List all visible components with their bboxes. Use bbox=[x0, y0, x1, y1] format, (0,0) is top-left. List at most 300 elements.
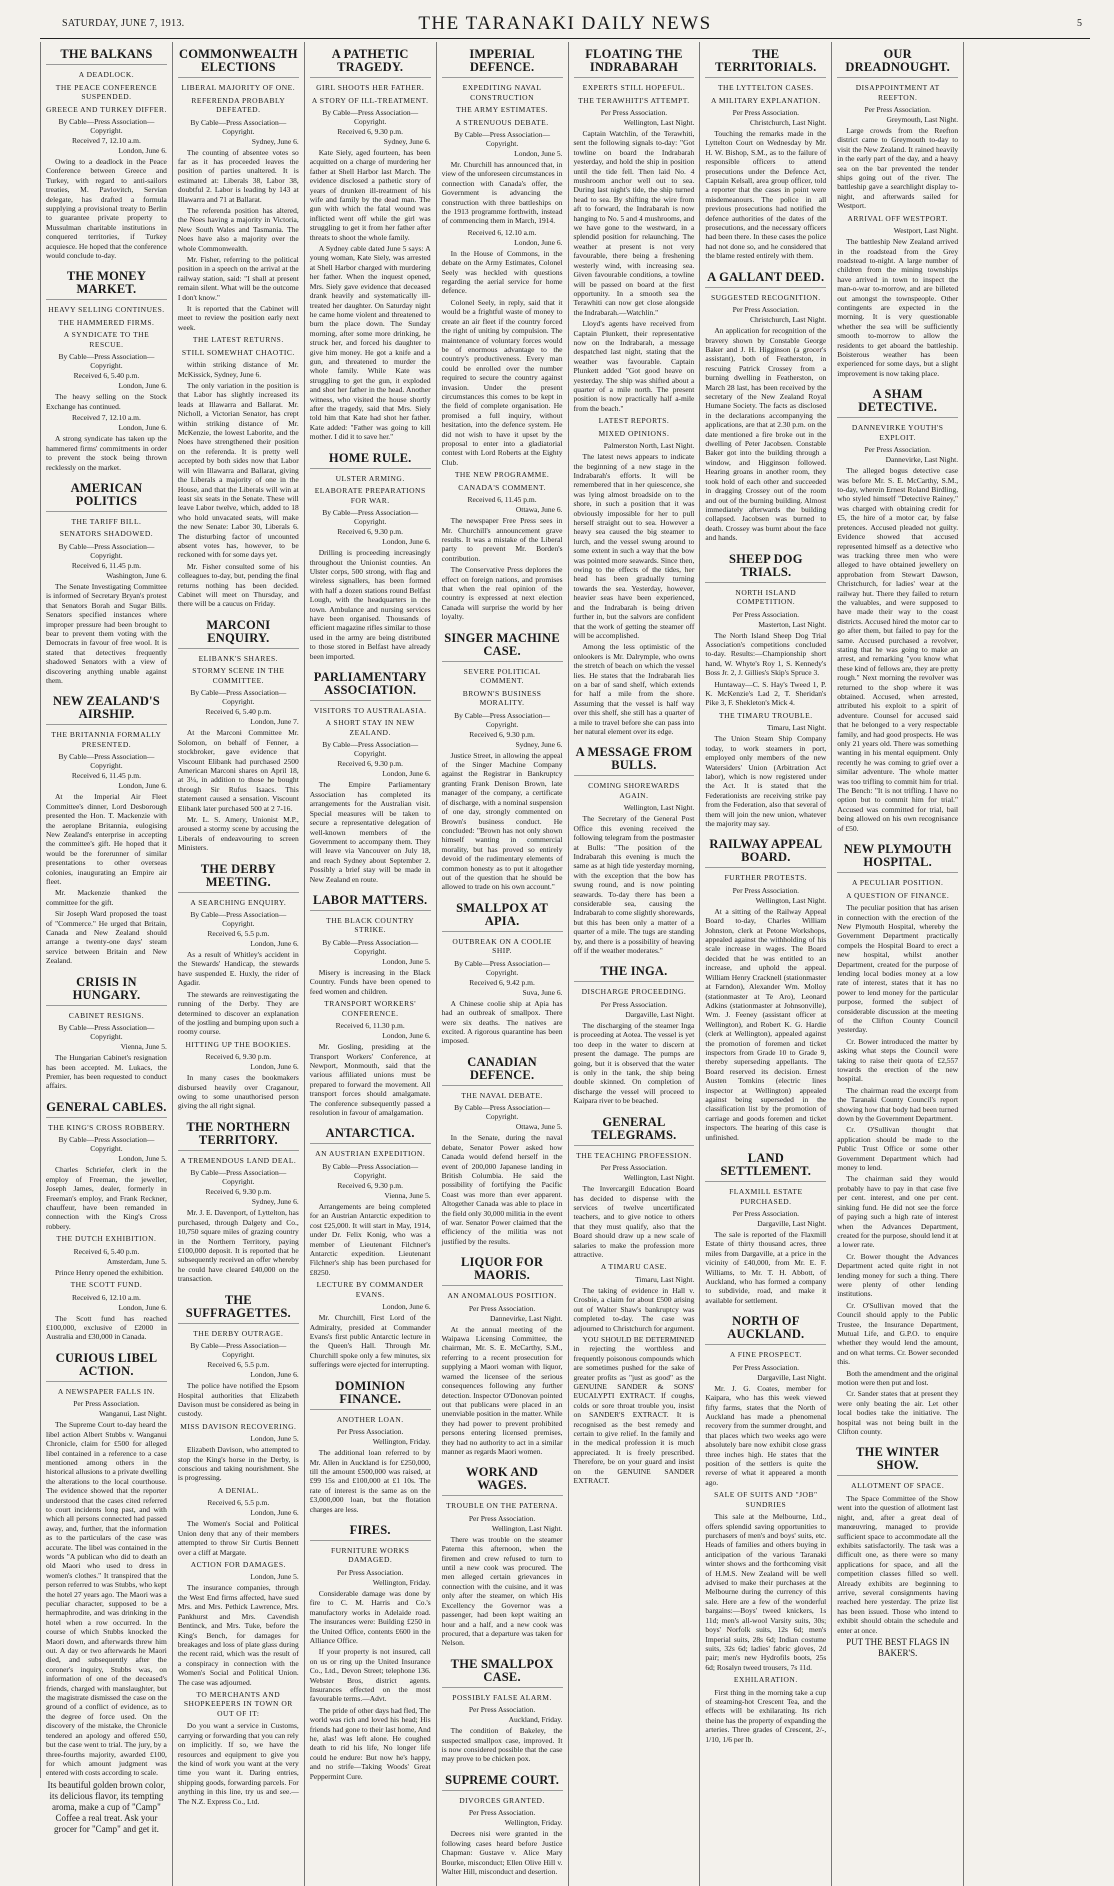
article bbox=[310, 452, 431, 661]
dateline: Wellington, Last Night. bbox=[491, 1523, 563, 1533]
paragraph: within striking distance of Mr. McKissick, Sydney, June 6. bbox=[177, 360, 299, 379]
credit-line: By Cable—Press Association—Copyright. bbox=[190, 1341, 287, 1360]
subheading: REFERENDA PROBABLY DEFEATED. bbox=[191, 95, 286, 114]
subheading: DANNEVIRKE YOUTH'S EXPLOIT. bbox=[851, 423, 944, 442]
paragraph: As a result of Whitley's accident in the Stewards' Handicap, the stewards have suspended E. Huxly, the rider of Agadir. bbox=[177, 950, 299, 988]
paragraph: Colonel Seely, in reply, said that it would be a frightful waste of money to create an air fleet if the country forced the right of uniting by compulsion. The maintenance of voluntary forces would be of enormous advantage to the country's productiveness. Every man could be enrolled over the number required to secure the country against invasion. Under the present circumstances this comes to be kept in the field of complete organisation. He promised a full inquiry, without hesitation, into the defence system. He did not wish to have it upset by the proposal to enter into a gladiatorial contest with Lord Roberts at the Eighty Club. bbox=[441, 297, 563, 467]
paragraph: Charles Schriefer, clerk in the employ of Freeman, the jeweller, Joseph James, dealer, formerly in Freeman's employ, and Frank Reckner, chauffeur, have been remanded in connection with the King's Cross robbery. bbox=[46, 1165, 167, 1231]
subheading: DISCHARGE PROCEEDING. bbox=[581, 987, 687, 997]
article bbox=[46, 1352, 167, 1835]
article bbox=[705, 48, 826, 261]
subheading: EXPERTS STILL HOPEFUL. bbox=[582, 83, 686, 92]
dateline: London, June 6. bbox=[118, 423, 167, 433]
paragraph: In the House of Commons, in the debate on the Army Estimates, Colonel Seely was heckled with questions regarding the aerial service for home defence. bbox=[441, 248, 563, 296]
article bbox=[442, 1256, 563, 1456]
paragraph: The chairman said they would probably have to pay in that case five per cent. interest, and one per cent. sinking fund. He did not see the force of paying such a high rate of interest when the Advances Department, created for the purpose, should lend it at a lower rate. bbox=[837, 1174, 959, 1250]
paragraph: The only variation in the position is that Labor has slightly increased its leads at Illawarra and Ballarat. Mr. Nicholl, a Victorian Senator, has crept within striking distance of Mr. McKenzie, the lowest Laborite, and the Noes have strengthened their position on the referenda. It is pretty well accepted by both sides now that Labor will win Illawarra and Ballarat, giving the Liberals a majority of one in the House, and that the Liberals will win at least six seats in the Senate. These will leave Labor twelve, which, added to 18 who hold unvacated seats, will make the new Senate: Labor 30, Liberals 6. The disturbing factor of uncounted absent votes has, however, to be reckoned with for some days yet. bbox=[177, 381, 299, 560]
subheading: THE ARMY ESTIMATES. bbox=[456, 105, 549, 114]
article bbox=[837, 1446, 958, 1659]
paragraph: A Sydney cable dated June 5 says: A young woman, Kate Siely, was arrested at Shell Harbor charged with murdering her father. When the inquest opened, Mrs. Siely gave evidence that deceased drank heavily and systematically ill-treated her daughter. On Saturday night he came home violent and threatened to burn the place down. The Sunday morning, after some more drinking, he struck her, and forced his daughter to give him money. He got a knife and a gun, and threatened to murder the whole family. While Kate was struggling to get the gun, it exploded and shot her father in the head. Another witness, who visited the house shortly after the tragedy, said that Mrs. Siely told him that Kate had shot her father. Kate added: "Father was going to kill mother. I did it to save her." bbox=[309, 244, 431, 442]
paragraph: The discharging of the steamer Inga is proceeding at Aotea. The vessel is yet too deep in the water to discern at present the damage. The pumps are going, but it is observed that the water is only in the tank, the ship being double skinned. On completion of discharge the vessel will proceed to Kaipara river to be beached. bbox=[573, 1020, 695, 1106]
paragraph: There was trouble on the steamer Paterna this afternoon, when the firemen and crew refused to turn to until a new cook was procured. The men alleged certain grievances in connection with the cuisine, and it was only after the steamer, on which His Excellency the Governor was a passenger, had been kept waiting an hour and a half, and a new cook was procured, that a departure was taken for Nelson. bbox=[441, 1534, 563, 1648]
received-line: Received 6, 11.45 p.m. bbox=[71, 771, 141, 781]
received-line: Received 6, 9.30 p.m. bbox=[205, 1187, 272, 1197]
paragraph: Both the amendment and the original motion were then put and lost. bbox=[837, 1368, 959, 1387]
paragraph: The alleged bogus detective case was before Mr. S. E. McCarthy, S.M., to-day, wherein Ernest Roland Birdling, who styled himself "Detective Rainey," was charged with obtaining credit for £5, the hire of a motor car, by false pretences. Accused pleaded not guilty. Evidence showed that accused represented himself as a detective who was tracking three men who were alleged to have obtained jewellery on approbation from Stewart Dawson, Christchurch, for ladies' wear at the railway hut. There they failed to return the valuables, and were supposed to have made their way to the coast districts. Accused hired the motor car to go after them, but failed to pay for the same. Accused purchased a revolver, stating that he was going to make an arrest, and remarking "you know what these kind of fellows are, they are pretty rough." Next morning the revolver was returned to the shop where it was obtained. Accused, when arrested, attributed his exploit to a spirit of adventure. Counsel for accused said that he belonged to a very respectable family, and had good prospects. He was only 21 years old. There was something wanting in his mental equipment. Only recently he was coming to grief over a similar adventure. The whole matter was too trifling to commit him for trial. The Bench: "It is not trifling. I have no option but to commit him for trial." Accused was committed for trial, bail being allowed on his own recognisance of £50. bbox=[837, 466, 959, 833]
paragraph: The North Island Sheep Dog Trial Association's competitions concluded to-day. Results:—Championship short hand, W. Whyte's Roy 1, S. Kennedy's Boss Jr. 2, J. Gillies's Skip's Spruce 3. bbox=[705, 630, 827, 678]
column-7 bbox=[832, 42, 964, 1886]
paragraph: The insurance companies, through the West End firms affected, have sued Mrs. and Mrs. Pethick Lawrence, Mrs. Pankhurst and Mrs. Cavendish Bentinck, and Mrs. Tuke, before the King's Bench, for damages for breakages and loss of plate glass during the recent raid, which was the result of a conspiracy in connection with the Women's Social and Political Union. The case was adjourned. bbox=[177, 1583, 299, 1687]
article bbox=[574, 965, 695, 1105]
paragraph: Elizabeth Davison, who attempted to stop the King's horse in the Derby, is conscious and taking nourishment. She is progressing. bbox=[177, 1445, 299, 1483]
received-line: Received 6, 5.40 p.m. bbox=[205, 707, 272, 717]
paragraph: The sale is reported of the Flaxmill Estate of thirty thousand acres, three miles from Dargaville, at a price in the vicinity of £40,000, from Mr. E. F. Williams, to Mr. T. H. Abbott, of Auckland, who has formed a company to subdivide, road, and make it available for settlement. bbox=[705, 1230, 827, 1305]
paragraph: Justice Street, in allowing the appeal of the Singer Machine Company against the Registrar in Bankruptcy granting Frank Denison Brown, late manager of the company, a certificate of discharge, with a nominal suspension of one day, strongly commented on Brown's business conduct. He concluded: "Brown has not only shown himself wanting in commercial morality, but has proved so entirely devoid of the rudimentary elements of common honesty as to put it altogether out of the question that he should be allowed to trade on his own account." bbox=[441, 750, 563, 892]
article bbox=[705, 553, 826, 829]
headline: NEW PLYMOUTH HOSPITAL. bbox=[837, 843, 958, 873]
subheading: A SYNDICATE TO THE RESCUE. bbox=[63, 330, 150, 349]
dateline: London, June 6. bbox=[118, 1302, 167, 1312]
credit-line: Per Press Association. bbox=[468, 1303, 536, 1313]
credit-line: Per Press Association. bbox=[864, 105, 931, 114]
subheading: CABINET RESIGNS. bbox=[68, 1010, 145, 1020]
column-1 bbox=[41, 42, 173, 1886]
paragraph: The police have notified the Epsom Hospital authorities that Elizabeth Davison must be considered as being in custody. bbox=[177, 1381, 299, 1419]
subheading: ACTION FOR DAMAGES. bbox=[190, 1559, 286, 1569]
received-line: Received 6, 9.30 p.m. bbox=[337, 759, 403, 769]
dateline: Wellington, Last Night. bbox=[623, 803, 695, 813]
dateline: Ottawa, June 5. bbox=[515, 1122, 563, 1132]
paragraph: Mr. Churchill, First Lord of the Admiralty, presided at Commander Evans's first public Antarctic lecture in the Queen's Hall. Through Mr. Churchill spoke only a few minutes, six sufferings were ejected for interrupting. bbox=[309, 1313, 431, 1370]
paragraph: Mr. Churchill has announced that, in view of the unforeseen circumstances in connection with Canada's offer, the Government is advancing the construction with three battleships on the 1913 programme forthwith, instead of commencing them in March, 1914. bbox=[441, 160, 563, 226]
dateline: Wellington, Last Night. bbox=[623, 1173, 695, 1183]
headline: SHEEP DOG TRIALS. bbox=[705, 553, 826, 583]
subheading: TROUBLE ON THE PATERNA. bbox=[446, 1501, 559, 1511]
subheading: ALLOTMENT OF SPACE. bbox=[851, 1481, 945, 1491]
subheading: STILL SOMEWHAT CHAOTIC. bbox=[181, 347, 295, 357]
paragraph: Among the less optimistic of the onlookers is Mr. Dalrymple, who owns the stretch of beach on which the vessel lies. He states that the Indrabarah lies on a bar of sand shelf, which extends for half a mile from the shore. Assuming that the vessel is half way over this shelf, she still has a quarter of a mile to travel before she can pass into her natural element over its edge. bbox=[573, 642, 695, 736]
article bbox=[574, 1116, 695, 1486]
dateline: London, June 6. bbox=[118, 146, 167, 155]
subheading: SEVERE POLITICAL COMMENT. bbox=[463, 666, 541, 686]
dateline: London, June 6. bbox=[250, 939, 299, 949]
dateline: Wellington, Last Night. bbox=[623, 118, 695, 127]
headline: AMERICAN POLITICS bbox=[46, 482, 167, 512]
headline: A PATHETIC TRAGEDY. bbox=[310, 48, 431, 78]
paragraph: Drilling is proceeding increasingly throughout the Unionist counties. An Ulster corps, 500 strong, with flag and wireless signallers, has been formed with half a dozen stations round Belfast Lough, with the headquarters in the town. Ambulance and nursing services have been organised. Thousands of efficient magazine rifles similar to those used in the army are being distributed to those stored in Belfast have already been imported. bbox=[309, 548, 431, 661]
subheading: FURNITURE WORKS DAMAGED. bbox=[330, 1545, 410, 1565]
received-line: Received 6, 9.30 p.m. bbox=[337, 127, 403, 136]
paragraph: At the annual meeting of the Waipawa Licensing Committee, the chairman, Mr. S. E. McCarthy, S.M., referring to a recent prosecution for supplying a Maori woman with liquor, warned the licensee of the serious consequences following any further detection. Inspector O'Donovan pointed out that publicans were placed in an unenviable position in the matter. While they had power to prevent prohibited persons entering licensed premises, they had no authority to act in a similar manner as regards Maori women. bbox=[441, 1324, 563, 1456]
paragraph: Arrangements are being completed for an Austrian Antarctic expedition to cost £25,000. It will start in May, 1914, under Dr. Felix Konig, who was a member of Lieutenant Filchner's Antarctic expedition. Lieutenant Filchner's ship has been purchased for £8250. bbox=[309, 1201, 431, 1277]
dateline: Dargaville, Last Night. bbox=[757, 1219, 827, 1228]
article bbox=[442, 1466, 563, 1647]
paragraph: The battleship New Zealand arrived in the roadstead from the Grey roadstead to-night. A large number of children from the mining townships have arrived in town to inspect the man-o-war to-morrow, and are billeted out amongst the townspeople. Other contingents are expected in the morning. It is very questionable whether the sea will be sufficiently smooth to-morrow to allow the residents to get aboard the battleship. Boisterous weather has been experienced for some days, but a slight improvement is now taking place. bbox=[837, 237, 959, 378]
credit-line: Per Press Association. bbox=[468, 1705, 536, 1715]
dateline: Dannevirke, Last Night. bbox=[885, 455, 959, 465]
credit-line: Per Press Association. bbox=[468, 1513, 536, 1523]
dateline: Sydney, June 6. bbox=[251, 136, 299, 146]
dateline: London, June 5. bbox=[514, 149, 563, 158]
advertisement: PUT THE BEST FLAGS IN BAKER'S. bbox=[846, 1637, 950, 1659]
subheading: ARRIVAL OFF WESTPORT. bbox=[847, 213, 948, 223]
subheading: MISS DAVISON RECOVERING. bbox=[180, 1421, 297, 1431]
dateline: Wellington, Last Night. bbox=[755, 895, 827, 905]
paragraph: The peculiar position that has arisen in connection with the erection of the New Plymouth Hospital, whereby the Government Department practically compels the Hospital Board to erect a new hospital, whilst another Department, created for the purpose of lending local bodies money at a low rate of interest, states that it has no power to lend money for the particular purpose, formed the subject of considerable discussion at the meeting of the Clifton County Council yesterday. bbox=[837, 903, 959, 1035]
article bbox=[705, 1152, 826, 1305]
subheading: THE TIMARU TROUBLE. bbox=[719, 710, 813, 720]
paragraph: The referenda position has altered, the Noes having a majority in Victoria, New South Wales and Tasmania. The Noes have also a majority over the whole Commonwealth. bbox=[177, 205, 299, 253]
credit-line: By Cable—Press Association—Copyright. bbox=[58, 752, 155, 771]
article bbox=[46, 1101, 167, 1342]
credit-line: Per Press Association. bbox=[600, 108, 668, 117]
dateline: London, June 5. bbox=[250, 1572, 299, 1582]
credit-line: By Cable—Press Association—Copyright. bbox=[190, 1168, 287, 1187]
subheading: A DENIAL. bbox=[217, 1485, 259, 1495]
paragraph: The heavy selling on the Stock Exchange has continued. bbox=[46, 392, 167, 411]
subheading: AN AUSTRIAN EXPEDITION. bbox=[315, 1149, 426, 1159]
paragraph: Do you want a service in Customs, carrying or forwarding that you can rely on implicitly. If so, we have the resources and equipment to give you the kind of work you want at the very time you want it. Daring entries, shipping goods, forwarding parcels. For anything in this line, try us and see.—The N.Z. Express Co., Ltd. bbox=[177, 1721, 299, 1806]
paragraph: A Chinese coolie ship at Apia has had an outbreak of smallpox. There were six deaths. The natives are excited. A rigorous quarantine has been imposed. bbox=[441, 998, 563, 1046]
paragraph: Prince Henry opened the exhibition. bbox=[55, 1267, 164, 1277]
paragraph: YOU SHOULD BE DETERMINED in rejecting the worthless and frequently poisonous compounds which are sometimes pushed for the sake of greater profits as "just as good" as the GENUINE SANDER & SONS' EUCALYPTI EXTRACT. If coughs, colds or sore throat trouble you, insist on SANDER'S EXTRACT. It is recognised as the best remedy and certain to give relief. In the family and in the medical profession it is much appreciated. It is freely prescribed. Therefore, be on your guard and insist on the GENUINE SANDER EXTRACT. bbox=[573, 1334, 695, 1485]
paragraph: Mr. J. E. Davenport, of Lyttelton, has purchased, through Dalgety and Co., 10,750 square miles of grazing country in the Northern Territory, paying £100,000 deposit. It is reported that he subsequently received an offer whereby he could have cleared £40,000 on the transaction. bbox=[177, 1208, 299, 1284]
credit-line: By Cable—Press Association—Copyright. bbox=[322, 108, 419, 126]
subheading: DISAPPOINTMENT AT REEFTON. bbox=[855, 83, 940, 102]
dateline: Wanganui, Last Night. bbox=[99, 1409, 167, 1419]
paragraph: At the Marconi Committee Mr. Solomon, on behalf of Fenner, a stockbroker, gave evidence that Viscount Elibank had purchased 2500 American Marconi shares on April 18, at 3¼, in addition to those he bought through Sir Rufus Isaacs. This statement caused a sensation. Viscount Elibank later purchased 500 at 2 7-16. bbox=[177, 728, 299, 813]
headline: SMALLPOX AT APIA. bbox=[442, 902, 563, 932]
dateline: London, June 6. bbox=[382, 1302, 431, 1312]
paragraph: Cr. Bower introduced the matter by asking what steps the Council were taking to raise their quota of £2,557 towards the erection of the new hospital. bbox=[837, 1036, 959, 1084]
paragraph: An application for recognition of the bravery shown by Constable George Baker and J. H. Higginson (a grocer's assistant), both of Featherston, in rescuing Patrick Crossey from a burning dwelling in Featherston, on March 28 last, has been received by the secretary of the New Zealand Royal Humane Society. The facts as disclosed in the declarations accompanying the applications, are that at 2.30 p.m. on the date mentioned a fire broke out in the dwelling of Peter Jacobsen. Constable Baker got into the building through a window, and Higginson followed. Hearing groans in another room, they took hold of each other and succeeded in dragging Crossey out of the room and out of the burning building. Almost immediately afterwards the building collapsed. Jacobsen was burned to death. Crossey was burnt about the face and hands. bbox=[705, 326, 827, 543]
subheading: SALE OF SUITS AND "JOB" SUNDRIES bbox=[714, 1490, 818, 1509]
paragraph: Mr. L. S. Amery, Unionist M.P., aroused a stormy scene by accusing the Liberals of endeavouring to screen Ministers. bbox=[177, 814, 299, 853]
paragraph: Cr. Bower thought the Advances Department acted quite right in not lending money for such a thing. There were plenty of other lending institutions. bbox=[837, 1251, 959, 1299]
paragraph: The Supreme Court to-day heard the libel action Albert Stubbs v. Wanganui Chronicle, claim for £500 for alleged libel contained in a reference to a case mentioned among others in the historical allusions to a private dwelling the alterations to the local courthouse. The evidence showed that the reporter understood that the cases cited referred to court incidents long past, and with which all persons connected had passed away, and, further, that the information as to the particulars of the case was accurate. The libel was contained in the words "A publican who did to death an old Maori who used to dress in women's clothes." It transpired that the person referred to was Stubbs, who kept the hotel 27 years ago. The Maori was a peculiar character, supposed to be a hermaphrodite, and was drinking in the hotel when a row occurred. In the course of which Stubbs knocked the Maori down, and afterwards threw him out. A day or two afterwards he Maori died, and subsequently after the coroner's inquiry, Stubbs was, on information of one of the deceased's friends, charged with manslaughter, but the magistrate dismissed the case on the ground of a conflict of evidence, as to the degree of force used. On the discovery of the mistake, the Chronicle tendered an apology and offered £50, but the case went to trial. The jury, by a three-fourths majority, awarded £100, for which amount judgment was entered with costs according to scale. bbox=[46, 1420, 167, 1778]
newspaper-columns bbox=[40, 42, 1096, 1876]
article bbox=[310, 1127, 431, 1369]
paragraph: The Scott fund has reached £100,000, exclusive of £2000 in Australia and £30,000 in Canada. bbox=[46, 1313, 167, 1342]
article bbox=[574, 746, 695, 955]
article bbox=[178, 863, 299, 1111]
credit-line: By Cable—Press Association—Copyright. bbox=[322, 508, 419, 527]
subheading: EXHILARATION. bbox=[733, 1675, 798, 1685]
article bbox=[178, 1294, 299, 1807]
article bbox=[705, 271, 826, 543]
subheading: EXPEDITING NAVAL CONSTRUCTION bbox=[462, 83, 542, 102]
headline: MARCONI ENQUIRY. bbox=[178, 619, 299, 649]
dateline: London, June 6. bbox=[514, 237, 563, 247]
dateline: Sydney, June 6. bbox=[383, 137, 431, 146]
received-line: Received 6, 9.30 p.m. bbox=[337, 527, 403, 537]
credit-line: By Cable—Press Association—Copyright. bbox=[58, 117, 155, 135]
subheading: TRANSPORT WORKERS' CONFERENCE. bbox=[324, 999, 417, 1018]
credit-line: Per Press Association. bbox=[732, 885, 800, 895]
dateline: Timaru, Last Night. bbox=[766, 723, 827, 733]
paragraph: Captain Watchlin, of the Terawhiti, sent the following signals to-day: "Got towline on board the Indrabarah yesterday, and hold the ship in position until the tide fell. Then laid No. 4 mushroom anchor well out to sea. During last night's tide, the ship turned head to sea. By shifting the wire from aft to forward, the Indrabarah is now hanging to No. 5 and 4 mushrooms, and we have gone to the westward, in a splendid position for relaunching. The weather at present is not very favourable, there being a freshening westerly wind, with increasing sea. Given favourable conditions, a towline will be passed on board at the first opportunity. In a smooth sea the Terawhiti can now get close alongside the Indrabarah.—Watchlin." bbox=[573, 129, 695, 317]
paragraph: It is reported that the Cabinet will meet to review the position early next week. bbox=[177, 304, 299, 332]
subheading: THE SCOTT FUND. bbox=[70, 1280, 143, 1290]
paragraph: Decrees nisi were granted in the following cases heard before Justice Chapman: Gustave v. Alice Mary Bourke, misconduct; Ellen Olive Hill v. Walter Hill, misconduct and desertion. bbox=[441, 1829, 563, 1876]
credit-line: By Cable—Press Association—Copyright. bbox=[58, 541, 155, 560]
headline: LABOR MATTERS. bbox=[310, 894, 431, 911]
subheading: FURTHER PROTESTS. bbox=[724, 873, 808, 883]
received-line: Received 6, 9.30 p.m. bbox=[205, 1052, 272, 1062]
credit-line: Per Press Association. bbox=[336, 1567, 404, 1577]
received-line: Received 6, 11.45 p.m. bbox=[71, 560, 141, 570]
received-line: Received 6, 5.40 p.m. bbox=[73, 1246, 140, 1256]
headline: THE INGA. bbox=[574, 965, 695, 982]
article bbox=[46, 976, 167, 1091]
article bbox=[442, 902, 563, 1046]
subheading: COMING SHOREWARDS AGAIN. bbox=[588, 781, 680, 800]
paragraph: Considerable damage was done by fire to C. M. Harris and Co.'s manufactory works in Adelaide road. The insurances were: Building £250 in the United Office, contents £600 in the Alliance Office. bbox=[309, 1588, 431, 1645]
article bbox=[442, 1056, 563, 1246]
paragraph: At the Imperial Air Fleet Committee's dinner, Lord Desborough presented the Hon. T. Mackenzie with the aeroplane Britannia, eulogising New Zealand's enterprise in accepting the committee's gift. He hoped that it would be the forerunner of similar presentations to other overseas colonies, inaugurating an Empire air fleet. bbox=[46, 792, 167, 887]
received-line: Received 6, 12.10 a.m. bbox=[467, 227, 537, 237]
credit-line: Per Press Association. bbox=[336, 1427, 404, 1437]
subheading: NORTH ISLAND COMPETITION. bbox=[735, 587, 797, 607]
subheading: POSSIBLY FALSE ALARM. bbox=[452, 1692, 552, 1702]
paragraph: The Space Committee of the Show went into the question of allotment last night, and, after a great deal of manœuvring, managed to provide sufficient space to accommodate all the exhibits satisfactorily. The task was a difficult one, as there were so many applications for space, and all the competition classes filled so well. Already exhibits are beginning to arrive, several consignments having reached here yesterday. The prize list has been issued. Those who intend to exhibit should obtain the schedule and enter at once. bbox=[837, 1493, 959, 1635]
article bbox=[310, 48, 431, 442]
headline: CURIOUS LIBEL ACTION. bbox=[46, 1352, 167, 1382]
dateline: Dargaville, Last Night. bbox=[757, 1372, 827, 1382]
credit-line: Per Press Association. bbox=[468, 1808, 536, 1818]
received-line: Received 6, 5.5 p.m. bbox=[207, 1360, 270, 1370]
paragraph: The Empire Parliamentary Association has completed its arrangements for the Australian visit. Special measures will be taken to secure a representative delegation of well-known members of the Government to accompany them. They will leave via Vancouver on July 18, and reach Sydney about September 2. Possibly a brief stay will be made in New Zealand en route. bbox=[309, 780, 431, 884]
article bbox=[442, 48, 563, 622]
dateline: Greymouth, Last Night. bbox=[886, 115, 959, 124]
headline: GENERAL TELEGRAMS. bbox=[574, 1116, 695, 1146]
headline: LAND SETTLEMENT. bbox=[705, 1152, 826, 1182]
subheading: SUGGESTED RECOGNITION. bbox=[710, 292, 821, 302]
paragraph: Mr. Fisher, referring to the political position in a speech on the arrival at the railway station, said: "I shall at present remain silent. What will be the outcome I don't know." bbox=[177, 254, 299, 302]
paragraph: The chairman read the excerpt from the Taranaki County Council's report showing how that body had been turned down by the Government Department. bbox=[837, 1085, 959, 1124]
credit-line: Per Press Association. bbox=[864, 445, 931, 455]
credit-line: Per Press Association. bbox=[600, 1163, 668, 1173]
subheading: HEAVY SELLING CONTINUES. bbox=[48, 305, 165, 315]
credit-line: Per Press Association. bbox=[732, 1209, 800, 1218]
subheading: LATEST REPORTS. bbox=[598, 416, 670, 426]
subheading: AN ANOMALOUS POSITION. bbox=[447, 1291, 557, 1301]
received-line: Received 6, 11.45 p.m. bbox=[467, 495, 537, 505]
subheading: A STORY OF ILL-TREATMENT. bbox=[311, 95, 429, 105]
received-line: Received 6, 9.42 p.m. bbox=[469, 977, 535, 987]
credit-line: By Cable—Press Association—Copyright. bbox=[454, 710, 550, 729]
credit-line: Per Press Association. bbox=[600, 999, 668, 1009]
dateline: London, June 6. bbox=[118, 381, 167, 391]
paragraph: First thing in the morning take a cup of steaming-hot Crescent Tea, and the effects will be exhilarating. Its rich theine has the property of expanding the arteries. Three grades of Crescent, 2/-, 1/10, 1/6 per lb. bbox=[705, 1687, 827, 1744]
subheading: THE TEACHING PROFESSION. bbox=[576, 1150, 692, 1160]
article bbox=[442, 1658, 563, 1764]
subheading: THE KING'S CROSS ROBBERY. bbox=[48, 1122, 165, 1132]
article bbox=[178, 48, 299, 609]
headline: ANTARCTICA. bbox=[310, 1127, 431, 1144]
paragraph: The Conservative Press deplores the effect on foreign nations, and promises that when the real opinion of the country is expressed at next election Canada will surprise the world by her loyalty. bbox=[441, 565, 563, 622]
subheading: FLAXMILL ESTATE PURCHASED. bbox=[729, 1187, 803, 1206]
credit-line: By Cable—Press Association—Copyright. bbox=[190, 688, 287, 707]
subheading: CANADA'S COMMENT. bbox=[458, 482, 546, 492]
article bbox=[178, 619, 299, 853]
credit-line: By Cable—Press Association—Copyright. bbox=[58, 352, 155, 371]
article bbox=[178, 1121, 299, 1284]
subheading: A NEWSPAPER FALLS IN. bbox=[57, 1386, 156, 1396]
dateline: Ottawa, June 6. bbox=[515, 505, 563, 515]
dateline: Dargaville, Last Night. bbox=[625, 1009, 695, 1019]
subheading: A MILITARY EXPLANATION. bbox=[711, 95, 821, 105]
paragraph: In the Senate, during the naval debate, Senator Power asked how Canada would defend herself in the event of 200,000 Japanese landing in British Columbia. He said the possibility of fortifying the Pacific Coast was more than ever apparent. Altogether Canada was able to place in the field only 30,000 militia in the event of war. Senator Power claimed that the efficiency of the militia was not justified by the results. bbox=[441, 1133, 563, 1246]
subheading: GIRL SHOOTS HER FATHER. bbox=[316, 83, 425, 92]
headline: SUPREME COURT. bbox=[442, 1774, 563, 1791]
dateline: Suva, June 6. bbox=[522, 987, 563, 997]
headline: CRISIS IN HUNGARY. bbox=[46, 976, 167, 1006]
headline: SINGER MACHINE CASE. bbox=[442, 632, 563, 662]
article bbox=[574, 48, 695, 736]
dateline: Sydney, June 6. bbox=[251, 1197, 299, 1207]
dateline: Auckland, Friday. bbox=[508, 1715, 563, 1725]
credit-line: By Cable—Press Association—Copyright. bbox=[190, 117, 287, 136]
paragraph: Touching the remarks made in the Lyttelton Court on Wednesday by Mr. H. W. Bishop, S.M., as to the failure of responsible officers to attend prosecutions under the Defence Act, Captain Kelsall, area group officer, told a reporter that the cases in point were misdemeanours. The police in all previous prosecutions had notified the defence authorities of the dates of the prosecutions, and the necessary officers had been there. In these cases the police had not done so, and he considered that the blame rested entirely with them. bbox=[705, 129, 827, 261]
paragraph: The Union Steam Ship Company today, to work steamers in port, employed only members of the new Watersiders' Union (Arbitration Act labor), which is now registered under the Act. It is stated that the Federationists are receiving strike pay from the Federation, also that several of them will join the new union, whatever the majority may say. bbox=[705, 734, 827, 828]
headline: A SHAM DETECTIVE. bbox=[837, 388, 958, 418]
paragraph: The Invercargill Education Board has decided to dispense with the services of twelve uncertificated teachers, and to give notice to others that they must qualify, also that the Board should draw up a new scale of salaries to make the profession more attractive. bbox=[573, 1184, 695, 1259]
dateline: London, June 6. bbox=[118, 781, 167, 791]
dateline: London, June 6. bbox=[382, 537, 431, 547]
article bbox=[837, 843, 958, 1436]
article bbox=[46, 482, 167, 685]
received-line: Received 6, 11.30 p.m. bbox=[335, 1021, 405, 1031]
credit-line: By Cable—Press Association—Copyright. bbox=[190, 910, 287, 929]
paragraph: Large crowds from the Reefton district came to Greymouth to-day to visit the New Zealand. It rained heavily in the early part of the day, and a heavy sea on the bar prevented the tender ships going out of the river. The battleship gave a searchlight display to-night, and afterwards sailed for Westport. bbox=[837, 126, 959, 211]
paragraph: Mr. J. G. Coates, member for Kaipara, who has this week viewed fifty farms, states that the North of Auckland has made a phenomenal recovery from the summer drought, and that places which two weeks ago were absolutely bare now exhibit close grass three inches high. He states that the position of the settlers is quite the reverse of what it appeared a month ago. bbox=[705, 1383, 827, 1487]
dateline: Sydney, June 6. bbox=[515, 739, 563, 749]
dateline: London, June 5. bbox=[250, 1434, 299, 1444]
subheading: DIVORCES GRANTED. bbox=[459, 1795, 545, 1805]
dateline: Vienna, June 5. bbox=[384, 1190, 431, 1200]
paragraph: Mr. Gosling, presiding at the Transport Workers' Conference, at Newport, Monmouth, said that the various affiliated unions must be prepared to forward the movement. All transport forces should amalgamate. The conference subsequently passed a resolution in favour of amalgamation. bbox=[309, 1042, 431, 1117]
subheading: LIBERAL MAJORITY OF ONE. bbox=[181, 83, 296, 92]
paragraph: Cr. O'Sullivan thought that application should be made to the Public Trust Office or some other Government Department which had money to lend. bbox=[837, 1125, 959, 1173]
subheading: A PECULIAR POSITION. bbox=[851, 878, 944, 888]
newspaper-title: THE TARANAKI DAILY NEWS bbox=[418, 13, 712, 34]
paragraph: The Senate Investigating Committee is informed of Secretary Bryan's protest that Senators Borah and Sugar Bills. Senators specified instances where improper pressure had been brought to bear to prevent them voting with the Democrats in favour of free wool. It is stated that detectives frequently shadowed Senators with a view of discovering anything unable against them. bbox=[46, 581, 167, 685]
subheading: ELABORATE PREPARATIONS FOR WAR. bbox=[314, 486, 426, 505]
dateline: London, June 6. bbox=[250, 1062, 299, 1072]
credit-line: By Cable—Press Association—Copyright. bbox=[58, 1135, 155, 1154]
paragraph: The Secretary of the General Post Office this evening received the following telegram from the postmaster at Bulls: "The position of the Indrabarah this evening is much the same as at high tide yesterday morning, with the exception that the bow has swung round, and is now pointing seawards. To-day there has been a considerable sea, causing the Indrabarah to come slightly shorewards, but this has been only a matter of a quarter of a mile. The tugs are standing by, and there is a possibility of heaving off if the weather moderates." bbox=[573, 814, 695, 956]
paragraph: The Women's Social and Political Union deny that any of their members attempted to throw Sir Curtis Bennett over a cliff at Margate. bbox=[177, 1519, 299, 1557]
subheading: OUTBREAK ON A COOLIE SHIP. bbox=[452, 936, 552, 956]
dateline: Wellington, Friday. bbox=[504, 1818, 563, 1828]
paragraph: If your property is not insured, call on us or ring up the United Insurance Co., Ltd., Devon Street; telephone 136. Webster Bros, district agents. Insurances effected on the most favourable terms.—Advt. bbox=[309, 1647, 431, 1704]
headline: THE MONEY MARKET. bbox=[46, 270, 167, 300]
dateline: Christchurch, Last Night. bbox=[750, 118, 827, 127]
article bbox=[46, 48, 167, 260]
subheading: THE HAMMERED FIRMS. bbox=[58, 317, 155, 327]
received-line: Received 7, 12.10 a.m. bbox=[71, 413, 141, 423]
subheading: ULSTER ARMING. bbox=[335, 473, 405, 483]
subheading: A QUESTION OF FINANCE. bbox=[846, 890, 950, 900]
received-line: Received 6, 5.5 p.m. bbox=[207, 1498, 270, 1508]
subheading: HITTING UP THE BOOKIES. bbox=[185, 1039, 292, 1049]
dateline: London, June 6. bbox=[382, 1031, 431, 1041]
subheading: THE NAVAL DEBATE. bbox=[461, 1090, 543, 1100]
subheading: A STRENUOUS DEBATE. bbox=[455, 117, 549, 127]
paragraph: Huntaway—C. S. Hay's Tweed 1, P. K. McKenzie's Lad 2, T. Sheridan's Pike 3, F. Shekleton's Mick 4. bbox=[705, 679, 827, 708]
dateline: Palmerston North, Last Night. bbox=[603, 441, 695, 451]
article bbox=[310, 1524, 431, 1781]
credit-line: By Cable—Press Association—Copyright. bbox=[322, 937, 419, 956]
issue-date: SATURDAY, JUNE 7, 1913. bbox=[62, 18, 185, 29]
headline: NORTH OF AUCKLAND. bbox=[705, 1315, 826, 1345]
headline: COMMONWEALTH ELECTIONS bbox=[178, 48, 299, 78]
received-line: Received 7, 12.10 a.m. bbox=[71, 136, 141, 145]
credit-line: By Cable—Press Association—Copyright. bbox=[322, 740, 419, 759]
article bbox=[46, 695, 167, 965]
dateline: Wellington, Friday. bbox=[372, 1577, 431, 1587]
received-line: Received 6, 9.30 p.m. bbox=[469, 729, 535, 739]
dateline: Wellington, Friday. bbox=[372, 1437, 431, 1447]
headline: THE SMALLPOX CASE. bbox=[442, 1658, 563, 1688]
headline: PARLIAMENTARY ASSOCIATION. bbox=[310, 671, 431, 701]
dateline: Masterton, Last Night. bbox=[758, 619, 827, 629]
column-5 bbox=[569, 42, 701, 1886]
subheading: THE BRITANNIA FORMALLY PRESENTED. bbox=[51, 730, 162, 749]
paragraph: Cr. Sander states that at present they were only beating the air. Let other local bodies take the initiative. The hospital was not being built in the Clifton county. bbox=[837, 1389, 959, 1437]
subheading: A SHORT STAY IN NEW ZEALAND. bbox=[325, 718, 415, 737]
paragraph: In many cases the bookmakers disbursed heavily over Craganour, owing to some unauthorised person giving the all right signal. bbox=[177, 1073, 299, 1111]
paragraph: The latest news appears to indicate the beginning of a new stage in the Indrabarah's efforts. It will be remembered that in her quiescence, she was lying almost broadside on to the shore, in such a position that it was obviously impossible for her to pull herself straight out to sea. However a heavy sea caused the big steamer to lurch, and the vessel swung around to some extent in such a way that the bow was pointed more seawards. Since then, owing to the effects of the tides, her head has been gradually turning towards the sea. Yesterday, however, heavier seas have been experienced, and the Indrabarah is being driven further in, but the salvors are confident that the work of getting the steamer off will be accomplished. bbox=[573, 452, 695, 640]
credit-line: By Cable—Press Association—Copyright. bbox=[58, 1023, 155, 1042]
dateline: London, June 7. bbox=[250, 717, 299, 727]
paragraph: Owing to a deadlock in the Peace Conference between Greece and Turkey, with regard to anti-sailors treaties, M. Pavlovitch, Servian delegate, has drafted a formula supplying a provisional treaty to Berlin to guarantee private property to Mussulman charitable institutions in conquered territories, if Turkey acquiesce. He hoped that the conference would conclude to-day. bbox=[46, 157, 167, 261]
credit-line: By Cable—Press Association—Copyright. bbox=[322, 1161, 419, 1180]
headline: LIQUOR FOR MAORIS. bbox=[442, 1256, 563, 1286]
subheading: BROWN'S BUSINESS MORALITY. bbox=[462, 688, 542, 708]
headline: THE DERBY MEETING. bbox=[178, 863, 299, 893]
headline: CANADIAN DEFENCE. bbox=[442, 1056, 563, 1086]
subheading: THE TERAWHITI'S ATTEMPT. bbox=[578, 95, 690, 105]
article bbox=[310, 894, 431, 1117]
dateline: Timaru, Last Night. bbox=[635, 1274, 695, 1284]
subheading: SENATORS SHADOWED. bbox=[59, 529, 154, 539]
headline: THE TERRITORIALS. bbox=[705, 48, 826, 78]
headline: WORK AND WAGES. bbox=[442, 1466, 563, 1496]
article bbox=[837, 388, 958, 833]
article bbox=[705, 1315, 826, 1744]
headline: NEW ZEALAND'S AIRSHIP. bbox=[46, 695, 167, 725]
headline: DOMINION FINANCE. bbox=[310, 1380, 431, 1410]
dateline: Dannevirke, Last Night. bbox=[490, 1313, 563, 1323]
credit-line: By Cable—Press Association—Copyright. bbox=[454, 1103, 550, 1122]
received-line: Received 6, 5.40 p.m. bbox=[73, 371, 140, 381]
paragraph: At a sitting of the Railway Appeal Board to-day, Charles William Johnston, clerk at Petone Workshops, appealed against the withholding of his scale increase in wages. The Board decided that he was entitled to an increase, and uphold the appeal. William Henry Cracknell (stationmaster at Farndon), Alexander Wm. Molloy (stationmaster at Te Aro), Leonard Adkins (stationmaster at Johnsonville), Wm. J. Feeney (assistant officer at Wellington), and Robert K. G. Hardie (clerk at Wellington), appealed against the promotion of foremen and ticket inspectors from Grade 10 to Grade 9, thereby superseding appellants. The Board reserved its decision. Ernest Austen Tomkins (electric lines inspector at Wellington) appealed against being superseded in the classification list by the promotion of carriage and goods foremen and ticket inspectors. The hearing of this case is unfinished. bbox=[705, 906, 827, 1142]
subheading: MIXED OPINIONS. bbox=[598, 428, 670, 438]
subheading: GREECE AND TURKEY DIFFER. bbox=[46, 104, 167, 114]
page-number: 5 bbox=[1077, 18, 1082, 29]
credit-line: Per Press Association. bbox=[73, 1399, 140, 1409]
subheading: THE PEACE CONFERENCE SUSPENDED. bbox=[55, 82, 158, 101]
dateline: Washington, June 6. bbox=[106, 570, 167, 580]
paragraph: The taking of evidence in Hall v. Crosbie, a claim for about £500 arising out of Walter Shaw's bankruptcy was completed to-day. The case was adjourned to Christchurch for argument. bbox=[573, 1285, 695, 1333]
subheading: A DEADLOCK. bbox=[78, 70, 135, 79]
credit-line: Per Press Association. bbox=[732, 609, 800, 619]
dateline: Westport, Last Night. bbox=[893, 226, 959, 236]
paragraph: Kate Siely, aged fourteen, has been acquitted on a charge of murdering her father at Shell Harbor last March. The evidence disclosed a pathetic story of years of drunken ill-treatment of his wife and family by the dead man. The gun with which the fatal wound was inflicted went off while the girl was struggling to get it from her father after threats to shoot the whole family. bbox=[309, 148, 431, 242]
paragraph: The newspaper Free Press sees in Mr. Churchill's announcement grave results. It was a mistake of the Liberal party to prevent Mr. Borden's contribution. bbox=[441, 516, 563, 563]
